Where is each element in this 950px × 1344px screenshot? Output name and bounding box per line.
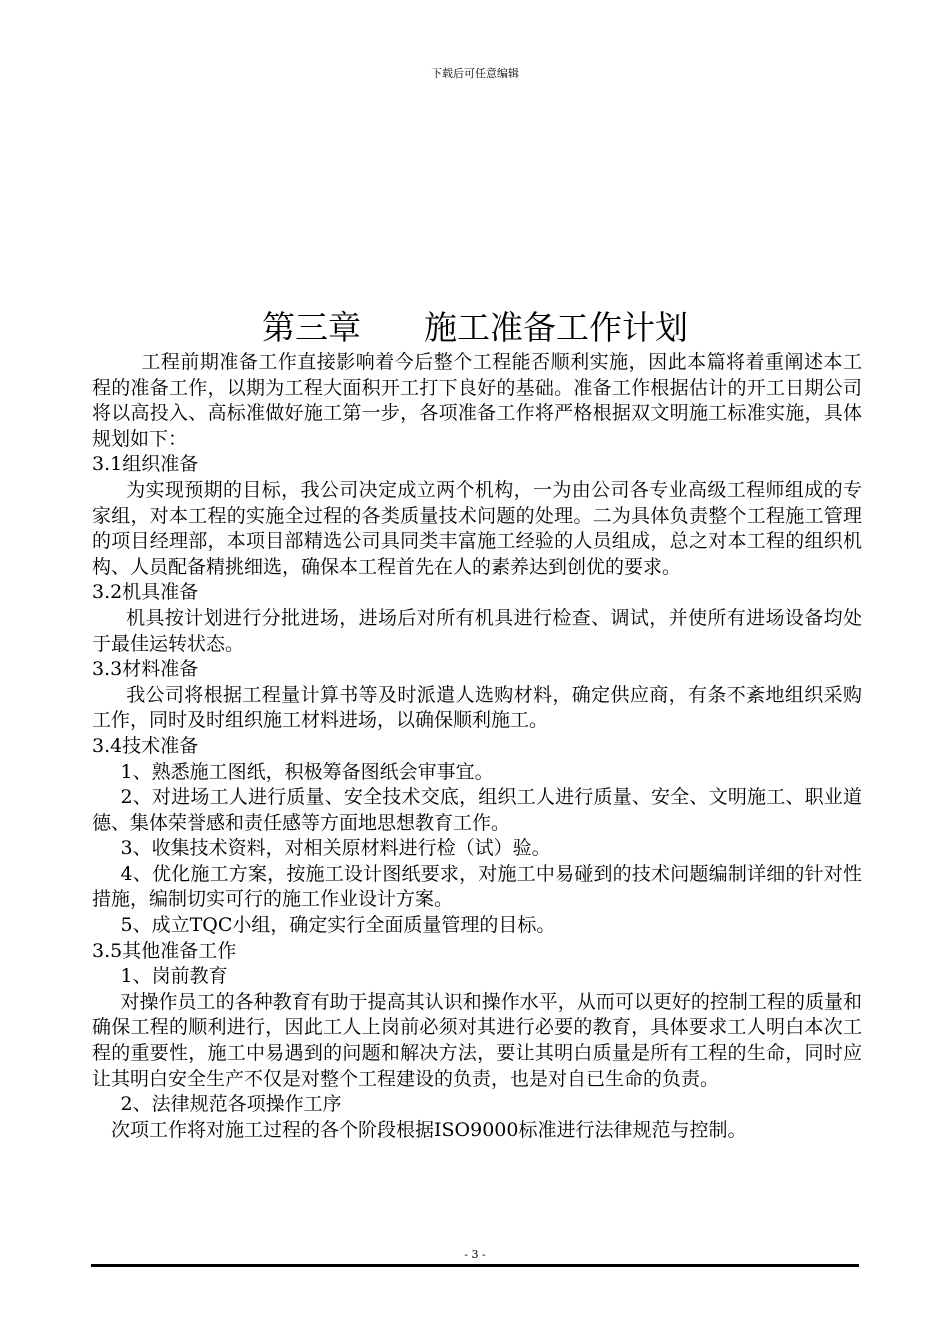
- section-body-3-1: 为实现预期的目标，我公司决定成立两个机构，一为由公司各专业高级工程师组成的专家组，对本工程的实施全过程的各类质量技术问题的处理。二为具体负责整个工程施工管理的项目经理部，本项目部精选公司具同类丰富施工经验的人员组成，总之对本工程的组织机构、人员配备精挑细选，确保本工程首先在人的素养达到创优的要求。: [92, 478, 862, 578]
- section-heading-3-4: 3.4技术准备: [92, 734, 199, 757]
- section-body-3-2: 机具按计划进行分批进场，进场后对所有机具进行检查、调试，并使所有进场设备均处于最佳运转状态。: [92, 606, 862, 655]
- subsection-body-2: 次项工作将对施工过程的各个阶段根据ISO9000标准进行法律规范与控制。: [111, 1118, 747, 1141]
- list-item: 2、对进场工人进行质量、安全技术交底，组织工人进行质量、安全、文明施工、职业道德、集体荣誉感和责任感等方面地思想教育工作。: [92, 786, 862, 834]
- section-body-3-3: 我公司将根据工程量计算书等及时派遣人选购材料，确定供应商，有条不紊地组织采购工作，同时及时组织施工材料进场，以确保顺利施工。: [92, 683, 862, 732]
- list-item: 4、优化施工方案，按施工设计图纸要求，对施工中易碰到的技术问题编制详细的针对性措施，编制切实可行的施工作业设计方案。: [92, 862, 862, 911]
- list-item: 1、熟悉施工图纸，积极筹备图纸会审事宜。: [120, 760, 494, 783]
- intro-paragraph: 工程前期准备工作直接影响着今后整个工程能否顺利实施，因此本篇将着重阐述本工程的准备工作，以期为工程大面积开工打下良好的基础。准备工作根据估计的开工日期公司将以高投入、高标准做好施工第一步，各项准备工作将严格根据双文明施工标准实施，具体规划如下：: [92, 351, 862, 450]
- header-note: 下载后可任意编辑: [431, 67, 519, 80]
- footer-rule: [91, 1264, 859, 1267]
- subsection-body-1: 对操作员工的各种教育有助于提高其认识和操作水平，从而可以更好的控制工程的质量和确保工程的顺利进行，因此工人上岗前必须对其进行必要的教育，具体要求工人明白本次工程的重要性，施工中易遇到的问题和解决方法，要让其明白质量是所有工程的生命，同时应让其明白安全生产不仅是对整个工程建设的负责，也是对自已生命的负责。: [92, 990, 862, 1090]
- document-body: [92, 350, 862, 1143]
- page-number: - 3 -: [464, 1248, 486, 1261]
- list-item: 3、收集技术资料，对相关原材料进行检（试）验。: [120, 837, 551, 860]
- section-heading-3-1: 3.1组织准备: [92, 453, 199, 476]
- subsection-title-1: 1、岗前教育: [120, 965, 228, 988]
- list-item: 5、成立TQC小组，确定实行全面质量管理的目标。: [120, 914, 556, 937]
- section-heading-3-3: 3.3材料准备: [92, 658, 199, 681]
- chapter-title: 第三章 施工准备工作计划: [262, 308, 688, 347]
- section-heading-3-5: 3.5其他准备工作: [92, 939, 237, 962]
- section-heading-3-2: 3.2机具准备: [92, 581, 199, 604]
- subsection-title-2: 2、法律规范各项操作工序: [120, 1093, 342, 1116]
